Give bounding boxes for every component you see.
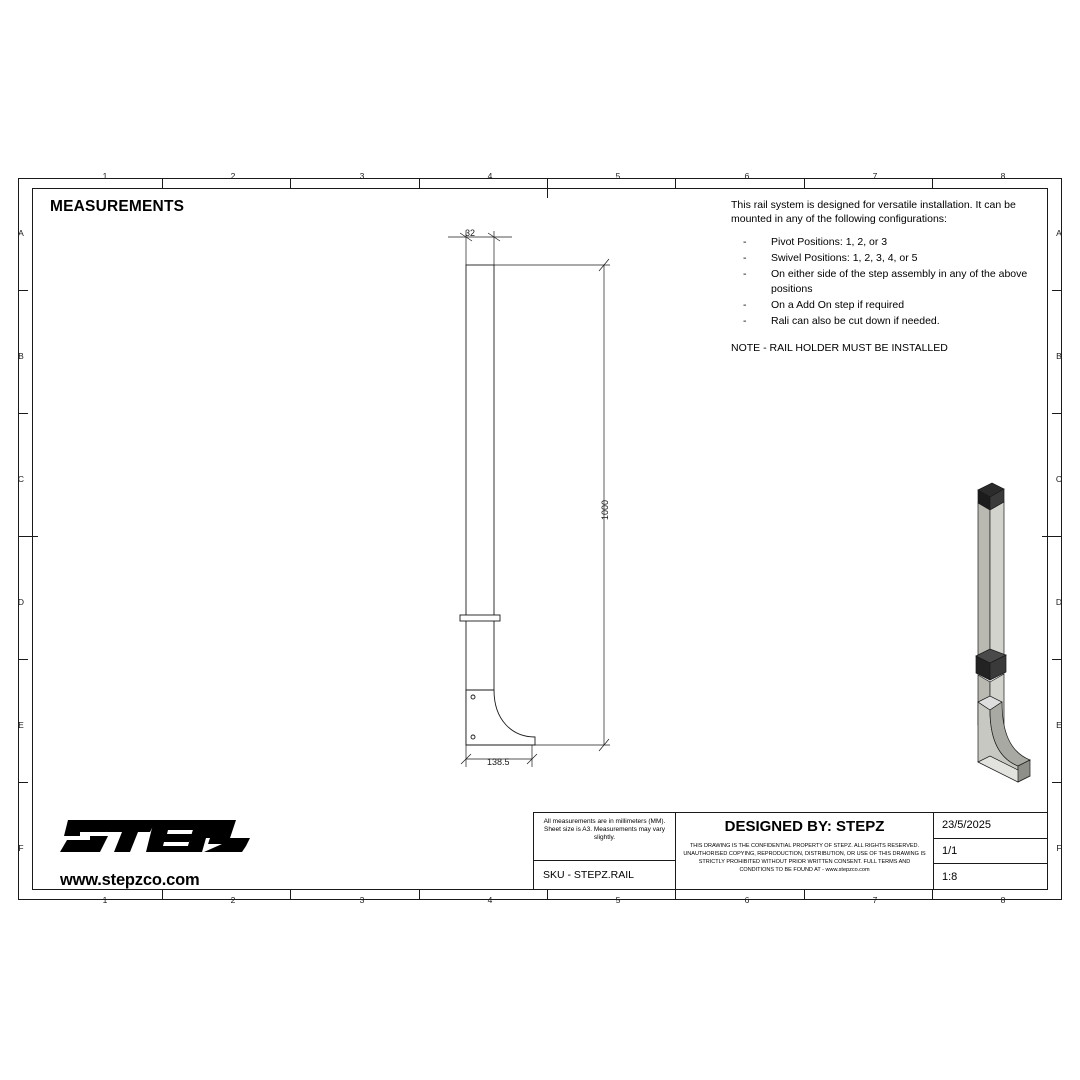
sheet-number: 1/1 [934,839,1047,865]
zone-tick-top-5 [675,178,676,188]
zone-tick-bottom-5 [675,890,676,900]
title-block-left-column [534,813,676,889]
zone-tick-top-4 [547,178,548,198]
zone-label-top-4: 4 [487,171,493,181]
notes-block [731,198,1051,355]
list-item-label: On a Add On step if required [771,298,905,311]
page-title: MEASUREMENTS [50,198,185,215]
list-item-label: Pivot Positions: 1, 2, or 3 [771,236,888,249]
bullet-dash: - [743,298,747,311]
zone-label-right-e: E [1056,720,1062,730]
zone-label-right-a: A [1056,228,1062,238]
rail-isometric-view [940,470,1050,790]
list-item-label: Rali can also be cut down if needed. [771,314,940,327]
sku-field: SKU - STEPZ.RAIL [543,869,635,881]
zone-label-right-d: D [1055,597,1063,607]
zone-tick-bottom-7 [932,890,933,900]
title-block-right-column [934,813,1047,889]
zone-tick-right-a [1052,290,1062,291]
zone-tick-top-1 [162,178,163,188]
zone-label-bottom-5: 5 [615,895,621,905]
bullet-dash: - [743,236,747,249]
zone-label-right-f: F [1056,843,1062,853]
zone-label-top-2: 2 [230,171,236,181]
zone-tick-top-3 [419,178,420,188]
zone-tick-top-6 [804,178,805,188]
list-item [731,267,1051,297]
notes-intro: This rail system is designed for versatile installation. It can be mounted in any of the following configurations: [731,199,1016,226]
zone-tick-left-c [18,536,38,537]
title-block [533,812,1048,890]
zone-label-bottom-2: 2 [230,895,236,905]
dimension-label-height: 1000 [600,499,610,520]
list-item [731,251,1051,266]
notes-final-warning: NOTE - RAIL HOLDER MUST BE INSTALLED [731,341,948,354]
zone-tick-bottom-4 [547,890,548,900]
zone-label-bottom-3: 3 [359,895,365,905]
zone-label-bottom-7: 7 [872,895,878,905]
drawing-scale: 1:8 [942,870,958,883]
rail-collar [460,615,500,621]
zone-label-top-6: 6 [744,171,750,181]
zone-label-top-3: 3 [359,171,365,181]
rail-post-profile [466,265,494,745]
dimension-label-base-width: 138.5 [487,757,510,767]
zone-label-top-7: 7 [872,171,878,181]
list-item-label: On either side of the step assembly in any of the above positions [771,268,1028,296]
zone-tick-top-2 [290,178,291,188]
zone-label-left-f: F [18,843,24,853]
zone-tick-bottom-6 [804,890,805,900]
zone-label-bottom-8: 8 [1000,895,1006,905]
legal-notice: THIS DRAWING IS THE CONFIDENTIAL PROPERTY OF STEPZ. ALL RIGHTS RESERVED. UNAUTHORISED COPYING, REPRODUCTION, DISTRIBUTION, OR USE OF THIS DRAWING IS STRICTLY PROHIBITED WITHOUT PRIOR WRITTEN CONSENT. FULL TERMS AND CONDITIONS TO BE FOUND AT - www.stepzco.com [683,843,926,873]
zone-tick-right-d [1052,659,1062,660]
zone-label-left-c: C [17,474,25,484]
zone-label-top-5: 5 [615,171,621,181]
zone-label-left-a: A [18,228,24,238]
measurement-note: All measurements are in millimeters (MM). Sheet size is A3. Measurements may vary slightly. [534,813,675,861]
stepz-logo-mark [60,808,250,864]
zone-tick-left-d [18,659,28,660]
title-block-center-column [676,813,934,889]
rail-foot-bracket [466,690,535,745]
zone-label-bottom-1: 1 [102,895,108,905]
bullet-dash: - [743,314,747,327]
zone-tick-left-b [18,413,28,414]
bullet-dash: - [743,252,747,265]
zone-label-right-c: C [1055,474,1063,484]
bullet-dash: - [743,268,747,281]
list-item [731,235,1051,250]
list-item-label: Swivel Positions: 1, 2, 3, 4, or 5 [771,252,918,265]
zone-tick-bottom-2 [290,890,291,900]
zone-label-bottom-6: 6 [744,895,750,905]
zone-tick-right-b [1052,413,1062,414]
rail-front-view-drawing [420,215,640,775]
list-item [731,298,1051,313]
drawing-date: 23/5/2025 [934,813,1047,839]
designed-by-label: DESIGNED BY: STEPZ [724,818,885,835]
zone-tick-left-e [18,782,28,783]
dimension-top-width [448,231,512,265]
zone-tick-left-a [18,290,28,291]
zone-label-left-e: E [18,720,24,730]
zone-tick-top-7 [932,178,933,188]
list-item [731,314,1051,329]
zone-label-left-d: D [17,597,25,607]
brand-logo [60,808,255,890]
zone-label-left-b: B [18,351,24,361]
zone-label-right-b: B [1056,351,1062,361]
zone-tick-right-e [1052,782,1062,783]
dimension-label-top-width: 32 [465,228,476,238]
notes-bullet-list [731,235,1051,328]
zone-tick-bottom-3 [419,890,420,900]
zone-label-bottom-4: 4 [487,895,493,905]
website-url: www.stepzco.com [60,871,200,889]
zone-label-top-1: 1 [102,171,108,181]
zone-tick-bottom-1 [162,890,163,900]
dimension-overall-height [494,259,610,751]
zone-label-top-8: 8 [1000,171,1006,181]
iso-post [976,483,1006,732]
